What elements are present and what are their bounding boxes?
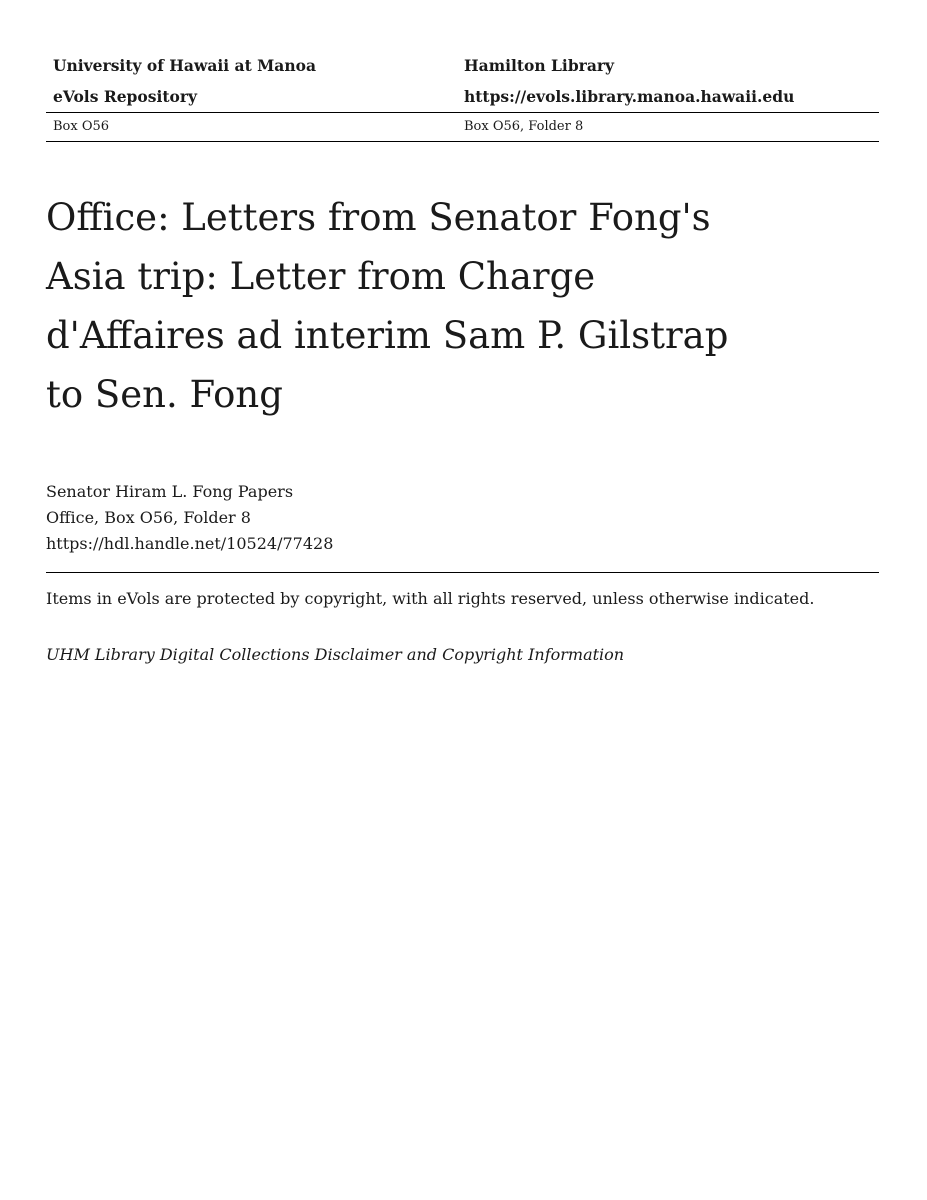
box-folder-label: Box O56, Folder 8 [464, 119, 584, 134]
header-row-2 [46, 81, 879, 112]
divider [46, 572, 879, 573]
document-metadata [46, 479, 333, 557]
handle-link[interactable]: https://hdl.handle.net/10524/77428 [46, 534, 334, 553]
box-folder-location: Office, Box O56, Folder 8 [46, 508, 251, 527]
document-title: Office: Letters from Senator Fong's Asia trip: Letter from Charge d'Affaires ad interim Sam P. Gilstrap to Sen. Fong [46, 196, 729, 416]
repository-url[interactable]: https://evols.library.manoa.hawaii.edu [464, 87, 795, 106]
disclaimer-link[interactable]: UHM Library Digital Collections Disclaimer and Copyright Information [46, 645, 625, 664]
header-row-1 [46, 50, 879, 81]
header-row-3 [46, 112, 879, 142]
collection-name: Senator Hiram L. Fong Papers [46, 482, 294, 501]
library-name: Hamilton Library [464, 56, 615, 75]
box-label: Box O56 [53, 119, 110, 134]
repository-name: eVols Repository [53, 87, 198, 106]
institution-name: University of Hawaii at Manoa [53, 56, 316, 75]
header-table [46, 50, 879, 142]
copyright-notice: Items in eVols are protected by copyright, with all rights reserved, unless otherwise indicated. [46, 589, 815, 608]
